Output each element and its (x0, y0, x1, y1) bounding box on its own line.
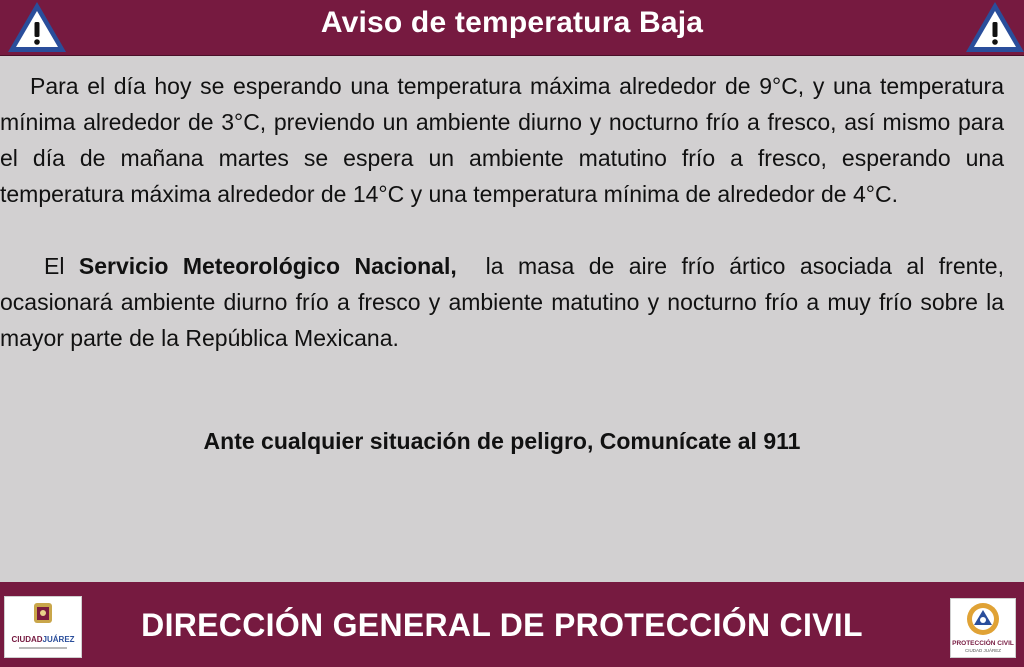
svg-text:CIUDAD JUÁREZ: CIUDAD JUÁREZ (964, 648, 1002, 653)
civil-protection-emblem-icon (951, 599, 1015, 657)
footer-title: DIRECCIÓN GENERAL DE PROTECCIÓN CIVIL (141, 607, 863, 643)
footer-band (0, 582, 1024, 667)
header-band (0, 0, 1024, 56)
svg-text:PROTECCIÓN CIVIL: PROTECCIÓN CIVIL (952, 640, 1014, 647)
emergency-message: Ante cualquier situación de peligro, Comunícate al 911 (203, 428, 801, 454)
warning-triangle-icon (964, 0, 1024, 54)
smn-organization: Servicio Meteorológico Nacional, (78, 253, 457, 279)
smn-text: la masa de aire frío ártico asociada al frente, ocasionará ambiente diurno frío a fresco y ambiente matutino y nocturno frío a muy frío sobre la mayor parte de la República Mexicana. (0, 253, 1011, 351)
forecast-paragraph (0, 68, 1004, 212)
smn-paragraph (0, 248, 1011, 356)
proteccion-civil-logo (950, 598, 1016, 658)
svg-text:CIUDADJUÁREZ: CIUDADJUÁREZ (11, 635, 75, 644)
forecast-text: Para el día hoy se esperando una temperatura máxima alrededor de 9°C, y una temperatura mínima alrededor de 3°C, previendo un ambiente diurno y nocturno frío a fresco, así mismo para el día de mañana martes se espera un ambiente matutino frío a fresco, esperando una temperatura máxima alrededor de 14°C y una temperatura mínima de alrededor de 4°C. (0, 73, 1004, 207)
smn-prefix: El (44, 253, 79, 279)
notice-body (0, 68, 1011, 356)
page-title: Aviso de temperatura Baja (320, 6, 704, 39)
